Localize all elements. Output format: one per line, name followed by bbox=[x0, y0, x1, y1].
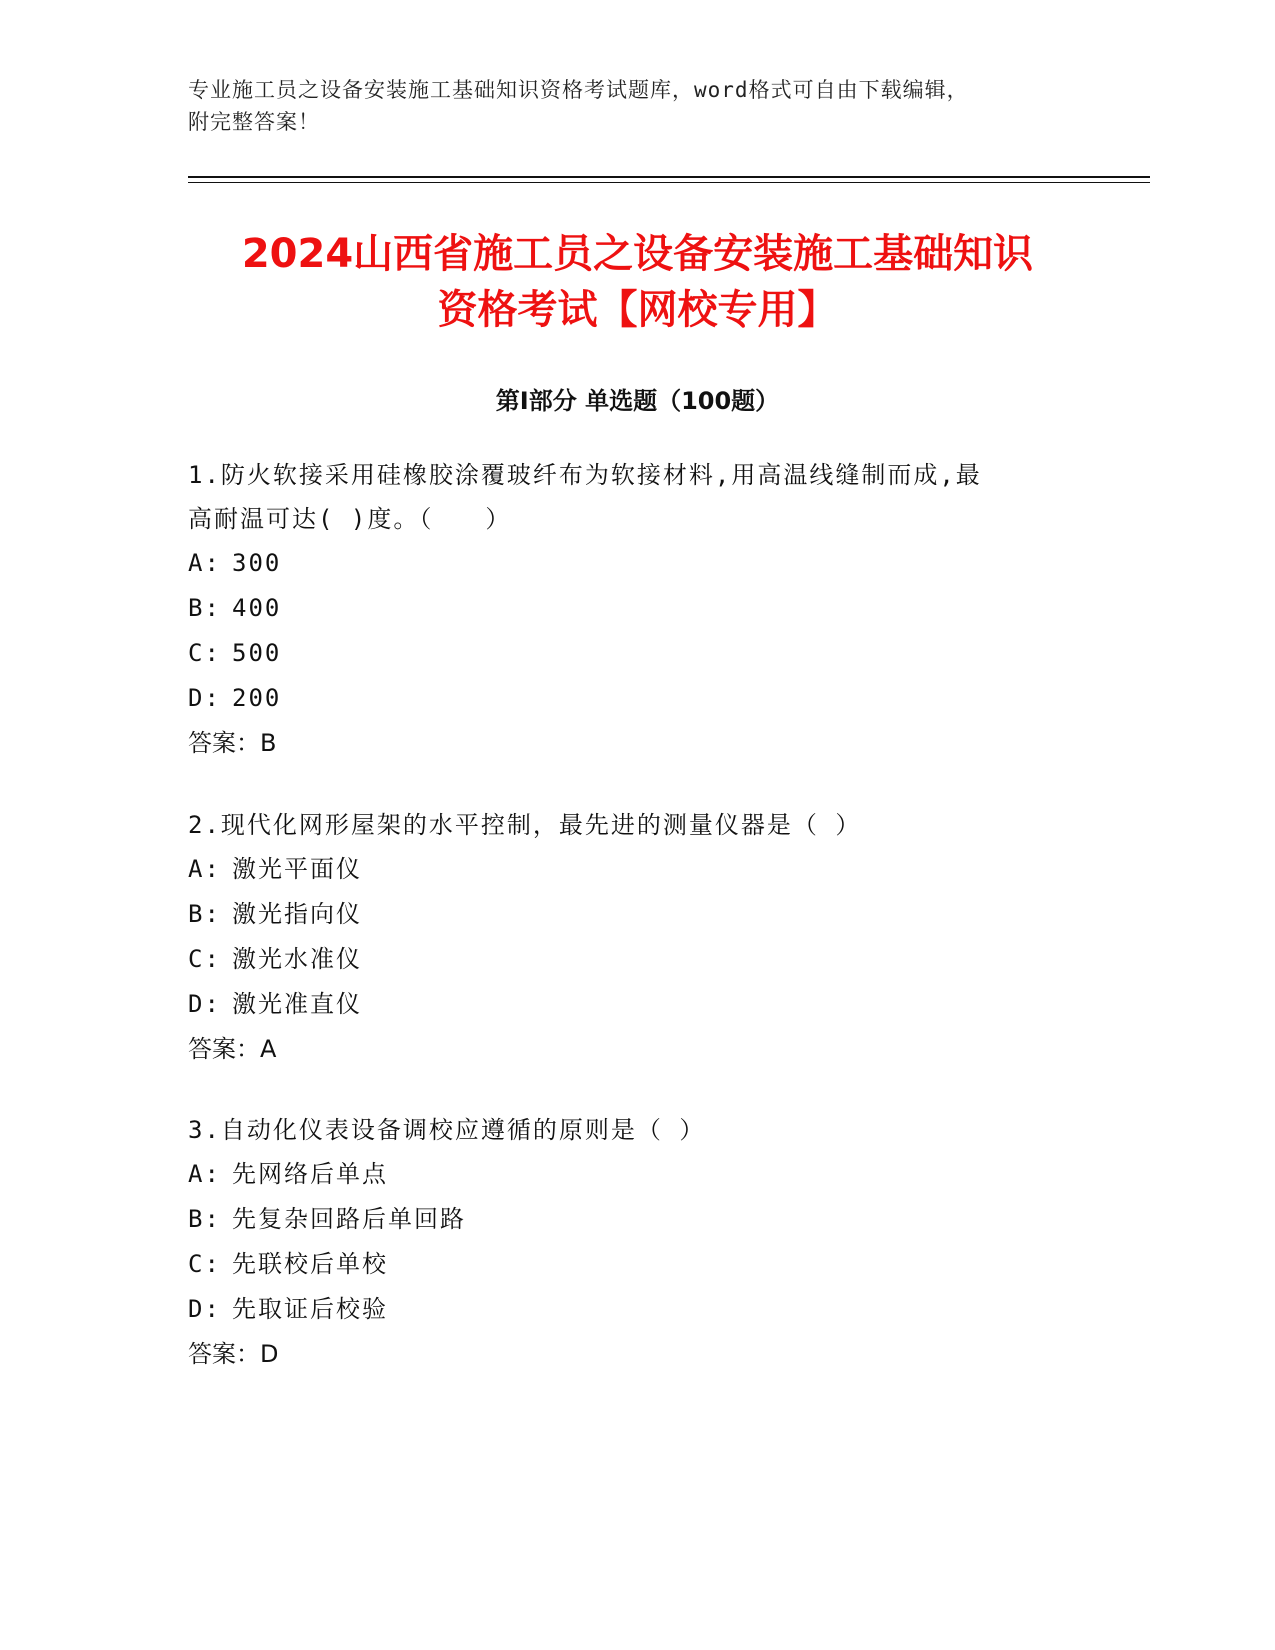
question-2-option-b bbox=[188, 892, 1088, 937]
question-2-text bbox=[188, 803, 1088, 847]
document-title-line-1: 2024山西省施工员之设备安装施工基础知识 bbox=[241, 231, 1034, 277]
option-letter: A: bbox=[188, 1160, 221, 1188]
question-1-option-b bbox=[188, 586, 1088, 631]
question-1-text bbox=[188, 453, 1088, 541]
option-text: 500 bbox=[232, 639, 282, 667]
question-2-line-1: 2.现代化网形屋架的水平控制，最先进的测量仪器是（ ） bbox=[188, 811, 862, 839]
option-text: 300 bbox=[232, 549, 282, 577]
question-1-answer: 答案：B bbox=[188, 729, 277, 757]
question-1-line-2: 高耐温可达( )度。（ ） bbox=[188, 505, 512, 533]
option-letter: B: bbox=[188, 1205, 221, 1233]
question-2-option-d bbox=[188, 982, 1088, 1027]
document-title bbox=[150, 226, 1125, 338]
option-text: 先复杂回路后单回路 bbox=[232, 1205, 466, 1233]
header-divider-thick bbox=[188, 176, 1150, 178]
question-3-answer: 答案：D bbox=[188, 1340, 279, 1368]
option-letter: C: bbox=[188, 639, 221, 667]
question-2-option-a bbox=[188, 847, 1088, 892]
question-1-option-d bbox=[188, 676, 1088, 721]
option-text: 激光水准仪 bbox=[232, 945, 362, 973]
option-text: 激光准直仪 bbox=[232, 990, 362, 1018]
option-letter: C: bbox=[188, 945, 221, 973]
question-2-option-c bbox=[188, 937, 1088, 982]
question-2 bbox=[188, 803, 1088, 1072]
question-3-line-1: 3.自动化仪表设备调校应遵循的原则是（ ） bbox=[188, 1116, 706, 1144]
question-3 bbox=[188, 1108, 1088, 1377]
question-1-option-c bbox=[188, 631, 1088, 676]
section-heading: 第Ⅰ部分 单选题（100题） bbox=[495, 387, 780, 415]
document-title-line-2: 资格考试【网校专用】 bbox=[437, 287, 838, 333]
question-3-option-c bbox=[188, 1242, 1088, 1287]
header-divider-thin bbox=[188, 182, 1150, 183]
header-note-line-2: 附完整答案！ bbox=[188, 110, 320, 134]
question-3-text bbox=[188, 1108, 1088, 1152]
option-text: 激光指向仪 bbox=[232, 900, 362, 928]
option-letter: D: bbox=[188, 990, 221, 1018]
option-letter: D: bbox=[188, 684, 221, 712]
question-1-line-1: 1.防火软接采用硅橡胶涂覆玻纤布为软接材料,用高温线缝制而成,最 bbox=[188, 461, 982, 489]
question-3-option-b bbox=[188, 1197, 1088, 1242]
header-note-line-1: 专业施工员之设备安装施工基础知识资格考试题库，word格式可自由下载编辑， bbox=[188, 78, 969, 102]
option-text: 先联校后单校 bbox=[232, 1250, 388, 1278]
question-3-option-a bbox=[188, 1152, 1088, 1197]
option-letter: B: bbox=[188, 594, 221, 622]
header-note bbox=[188, 74, 1088, 138]
option-letter: B: bbox=[188, 900, 221, 928]
question-3-option-d bbox=[188, 1287, 1088, 1332]
option-letter: A: bbox=[188, 549, 221, 577]
question-1 bbox=[188, 453, 1088, 766]
option-text: 先取证后校验 bbox=[232, 1295, 388, 1323]
option-text: 400 bbox=[232, 594, 282, 622]
question-1-option-a bbox=[188, 541, 1088, 586]
option-letter: C: bbox=[188, 1250, 221, 1278]
option-text: 200 bbox=[232, 684, 282, 712]
option-letter: A: bbox=[188, 855, 221, 883]
option-letter: D: bbox=[188, 1295, 221, 1323]
option-text: 激光平面仪 bbox=[232, 855, 362, 883]
option-text: 先网络后单点 bbox=[232, 1160, 388, 1188]
question-2-answer: 答案：A bbox=[188, 1035, 277, 1063]
